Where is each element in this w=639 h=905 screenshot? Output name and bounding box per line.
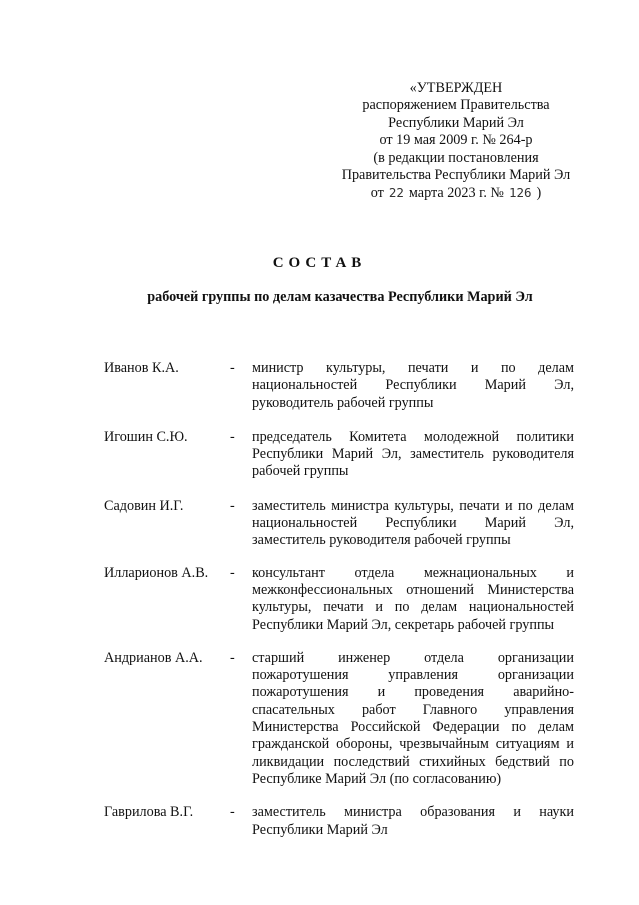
member-name: Игошин С.Ю.	[104, 428, 188, 445]
member-dash: -	[230, 428, 235, 445]
member-name: Илларионов А.В.	[104, 564, 209, 581]
member-role: заместитель министра образования и науки Республики Марий Эл	[252, 804, 574, 838]
member-dash: -	[230, 649, 235, 666]
member-row	[104, 650, 574, 788]
approval-line-3: Республики Марий Эл	[388, 114, 524, 131]
document-title: СОСТАВ	[272, 255, 367, 271]
member-role: заместитель министра культуры, печати и по делам национальностей Республики Марий Эл, заместитель руководителя рабочей группы	[252, 497, 574, 549]
member-row	[104, 565, 574, 634]
member-row	[104, 429, 574, 481]
member-role: председатель Комитета молодежной политики Республики Марий Эл, заместитель руководителя рабочей группы	[252, 428, 574, 480]
member-name: Иванов К.А.	[104, 360, 179, 376]
approval-line-4: от 19 мая 2009 г. № 264-р	[379, 132, 533, 149]
member-role: министр культуры, печати и по делам национальностей Республики Марий Эл, руководитель рабочей группы	[252, 360, 574, 411]
approval-line-1: «УТВЕРЖДЕН	[409, 80, 503, 96]
member-row	[104, 498, 574, 550]
member-dash: -	[230, 497, 235, 514]
member-list	[104, 360, 574, 839]
member-row	[104, 804, 574, 839]
member-name: Садовин И.Г.	[104, 497, 184, 514]
member-role: старший инженер отдела организации пожаротушения управления организации пожаротушения и проведения аварийно-спасательных работ Главного управления Министерства Российской Федерации по делам гражданской обороны, чрезвычайным ситуациям и ликвидации последствий стихийных бедствий по Республике Марий Эл (по согласованию)	[252, 649, 574, 787]
member-role: консультант отдела межнациональных и межконфессиональных отношений Министерства культуры, печати и по делам национальностей Республики Марий Эл, секретарь рабочей группы	[252, 564, 574, 633]
member-dash: -	[230, 360, 235, 376]
approval-date-day: 22	[388, 185, 404, 201]
member-name: Андрианов А.А.	[104, 649, 203, 666]
approval-date-suffix: )	[536, 185, 542, 202]
member-row	[104, 360, 574, 412]
approval-line-6: Правительства Республики Марий Эл	[341, 167, 571, 184]
approval-date-middle: марта 2023 г. №	[408, 185, 504, 202]
member-dash: -	[230, 804, 235, 821]
approval-stamp	[326, 80, 586, 203]
document-subtitle: рабочей группы по делам казачества Республики Марий Эл	[147, 289, 533, 305]
approval-line-2: распоряжением Правительства	[362, 97, 550, 114]
approval-line-5: (в редакции постановления	[373, 149, 539, 166]
approval-line-7	[326, 184, 586, 202]
member-name: Гаврилова В.Г.	[104, 804, 194, 821]
member-dash: -	[230, 564, 235, 581]
approval-date-prefix: от	[370, 185, 384, 202]
approval-date-number: 126	[508, 185, 532, 201]
